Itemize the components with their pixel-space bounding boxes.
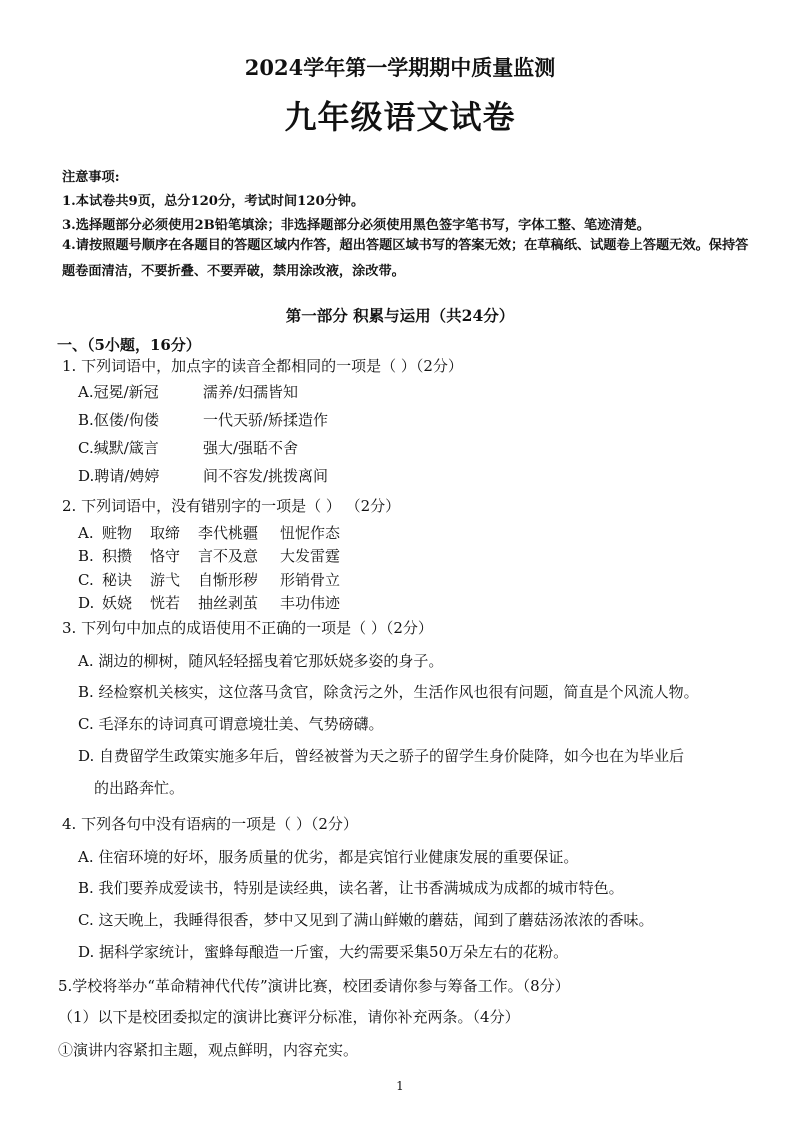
q3-option-d-continued: 的出路奔忙。 — [94, 779, 185, 797]
q2-option-d-letter: D. — [78, 594, 95, 612]
section1-heading: 一、（5小题，16分） — [57, 336, 201, 354]
q5-stem: 5.学校将举办“革命精神代代传”演讲比赛，校团委请你参与筹备工作。（8分） — [58, 977, 570, 995]
q3-option-c: C. 毛泽东的诗词真可谓意境壮美、气势磅礴。 — [78, 715, 384, 733]
q1-option-c-right: 强大/强聒不舍 — [203, 439, 299, 457]
q2-option-a-word2: 取缔 — [150, 524, 181, 542]
q4-option-b: B. 我们要养成爱读书，特别是读经典，读名著，让书香满城成为成都的城市特色。 — [78, 879, 624, 897]
q2-option-b-word1: 积攒 — [102, 547, 133, 565]
notice-item-4: 4.请按照题号顺序在各题目的答题区域内作答，超出答题区域书写的答案无效；在草稿纸、试题卷上答题无效。保持答题卷面清洁，不要折叠、不要弄破，禁用涂改液，涂改带。 — [62, 238, 749, 279]
q2-option-b-letter: B. — [78, 547, 94, 565]
q2-option-d-word4: 丰功伟迹 — [280, 594, 341, 612]
q2-option-d — [78, 592, 340, 613]
q3-option-b: B. 经检察机关核实，这位落马贪官，除贪污之外，生活作风也很有问题，简直是个风流人物。 — [78, 683, 699, 701]
q2-option-a-word4: 忸怩作态 — [280, 524, 341, 542]
q1-option-c — [78, 437, 298, 458]
q2-option-b-word2: 恪守 — [150, 547, 181, 565]
q2-option-b-word4: 大发雷霆 — [280, 547, 341, 565]
q1-option-a-left: A.冠冕/新冠 — [78, 383, 159, 401]
page-number: 1 — [396, 1079, 404, 1093]
q2-option-c-word3: 自惭形秽 — [198, 571, 259, 589]
q2-option-a — [78, 522, 340, 543]
q2-stem: 2. 下列词语中，没有错别字的一项是（ ） （2分） — [62, 497, 401, 515]
q2-option-c — [78, 569, 340, 590]
q2-option-c-word4: 形销骨立 — [280, 571, 341, 589]
q1-option-b-left: B.伛偻/佝偻 — [78, 411, 159, 429]
q2-option-a-word3: 李代桃疆 — [198, 524, 259, 542]
q3-stem: 3. 下列句中加点的成语使用不正确的一项是（ ）（2分） — [62, 619, 433, 637]
q1-option-d — [78, 465, 328, 486]
exam-title-line2: 九年级语文试卷 — [284, 98, 516, 136]
q2-option-d-word2: 恍若 — [150, 594, 181, 612]
q2-option-a-letter: A. — [78, 524, 94, 542]
q2-option-a-word1: 赃物 — [102, 524, 133, 542]
q2-option-c-word2: 游弋 — [150, 571, 181, 589]
q2-option-d-word3: 抽丝剥茧 — [198, 594, 259, 612]
q3-option-d: D. 自费留学生政策实施多年后，曾经被誉为天之骄子的留学生身价陡降，如今也在为毕业后 — [78, 747, 685, 765]
notice-item-3: 3.选择题部分必须使用2B铅笔填涂；非选择题部分必须使用黑色签字笔书写，字体工整、笔迹清楚。 — [62, 218, 650, 233]
q1-option-d-left: D.聘请/娉婷 — [78, 467, 160, 485]
q1-option-a-right: 濡养/妇孺皆知 — [203, 383, 299, 401]
q2-option-b — [78, 545, 340, 566]
q1-option-d-right: 间不容发/挑拨离间 — [203, 467, 329, 485]
q3-option-a: A. 湖边的柳树，随风轻轻摇曳着它那妖娆多姿的身子。 — [78, 652, 444, 670]
q1-stem: 1. 下列词语中，加点字的读音全都相同的一项是（ ）（2分） — [62, 357, 463, 375]
q1-option-b-right: 一代天骄/矫揉造作 — [203, 411, 329, 429]
q1-option-c-left: C.缄默/箴言 — [78, 439, 159, 457]
part1-heading: 第一部分 积累与运用（共24分） — [285, 306, 515, 325]
q1-option-a — [78, 381, 298, 402]
exam-title-line1: 2024学年第一学期期中质量监测 — [244, 55, 556, 80]
q5-criterion-1: ①演讲内容紧扣主题，观点鲜明，内容充实。 — [58, 1041, 359, 1059]
q4-option-c: C. 这天晚上，我睡得很香，梦中又见到了满山鲜嫩的蘑菇，闻到了蘑菇汤浓浓的香味。 — [78, 911, 654, 929]
q2-option-c-word1: 秘诀 — [102, 571, 133, 589]
q1-option-b — [78, 409, 328, 430]
q2-option-b-word3: 言不及意 — [198, 547, 259, 565]
q2-option-c-letter: C. — [78, 571, 94, 589]
q4-option-a: A. 住宿环境的好坏，服务质量的优劣，都是宾馆行业健康发展的重要保证。 — [78, 848, 579, 866]
q4-stem: 4. 下列各句中没有语病的一项是（ ）（2分） — [62, 815, 358, 833]
notice-heading: 注意事项: — [62, 170, 120, 185]
q5-sub1: （1）以下是校团委拟定的演讲比赛评分标准，请你补充两条。（4分） — [58, 1008, 520, 1026]
q2-option-d-word1: 妖娆 — [102, 594, 133, 612]
notice-item-1: 1.本试卷共9页，总分120分，考试时间120分钟。 — [62, 194, 365, 209]
q4-option-d: D. 据科学家统计，蜜蜂每酿造一斤蜜，大约需要采集50万朵左右的花粉。 — [78, 943, 569, 961]
